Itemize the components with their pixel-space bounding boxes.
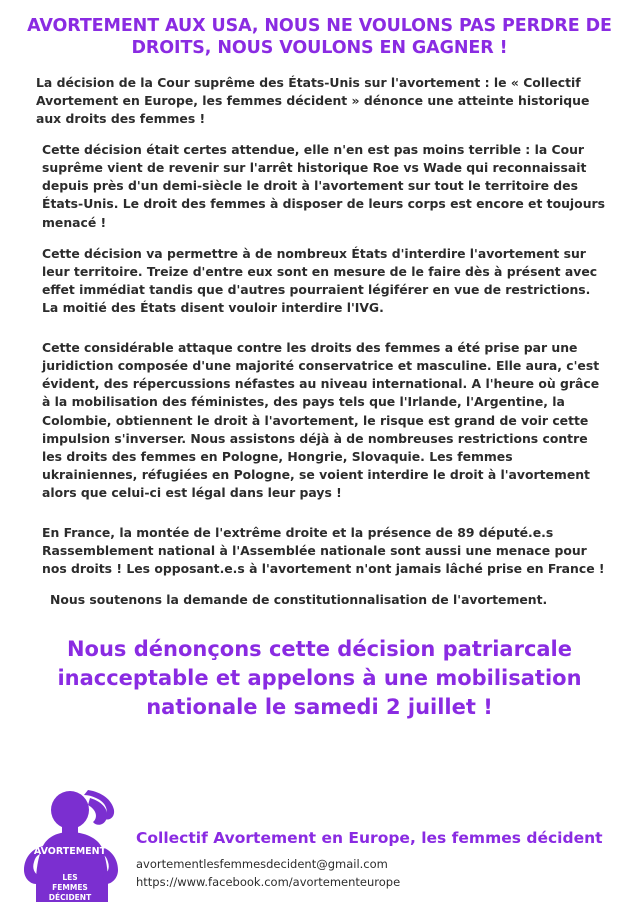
paragraph-3: Cette décision va permettre à de nombreux États d'interdire l'avortement sur leur territoire. Treize d'entre eux sont en mesure de le faire dès à présent avec effet immédiat tandis que d'autres pourraient légiférer en vue de restrictions. La moitié des États disent vouloir interdire l'IVG. — [42, 245, 598, 315]
logo-text-top: AVORTEMENT — [33, 846, 107, 857]
call-to-action: Nous dénonçons cette décision patriarcale inacceptable et appelons à une mobilisation nationale le samedi 2 juillet ! — [57, 637, 582, 720]
paragraph-1: La décision de la Cour suprême des États-Unis sur l'avortement : le « Collectif Avortement en Europe, les femmes décident » dénonce une atteinte historique aux droits des femmes ! — [36, 74, 590, 126]
paragraph-5: En France, la montée de l'extrême droite et la présence de 89 député.e.s Rassemblement national à l'Assemblée nationale sont aussi une menace pour nos droits ! Les opposant.e.s à l'avortement n'ont jamais lâché prise en France ! — [42, 525, 605, 577]
organization-name: Collectif Avortement en Europe, les femmes décident — [136, 829, 603, 848]
logo-text-bottom-2: FEMMES — [52, 883, 88, 892]
footer-contact-block — [136, 829, 631, 892]
paragraph-2: Cette décision était certes attendue, elle n'en est pas moins terrible : la Cour suprême vient de revenir sur l'arrêt historique Roe vs Wade qui reconnaissait depuis près d'un demi-siècle le droit à l'avortement sur tout le territoire des États-Unis. Le droit des femmes à disposer de leurs corps est encore et toujours menacé ! — [42, 142, 605, 230]
contact-email[interactable]: avortementlesfemmesdecident@gmail.com — [136, 857, 388, 872]
collective-logo — [18, 784, 126, 904]
footer — [0, 780, 639, 910]
logo-text-bottom-3: DÉCIDENT — [48, 893, 92, 902]
logo-text-bottom-1: LES — [62, 873, 78, 882]
paragraph-4: Cette considérable attaque contre les droits des femmes a été prise par une juridiction composée d'une majorité conservatrice et masculine. Elle aura, c'est évident, des répercussions néfastes au niveau international. A l'heure où grâce à la mobilisation des féministes, des pays tels que l'Irlande, l'Argentine, la Colombie, obtiennent le droit à l'avortement, le risque est grand de voir cette impulsion s'inverser. Nous assistons déjà à de nombreuses restrictions contre les droits des femmes en Pologne, Hongrie, Slovaquie. Les femmes ukrainiennes, réfugiées en Pologne, se voient interdire le droit à l'avortement alors que celui-ci est légal dans leur pays ! — [42, 340, 600, 500]
paragraph-6: Nous soutenons la demande de constitutionnalisation de l'avortement. — [50, 592, 548, 608]
page-title: AVORTEMENT AUX USA, NOUS NE VOULONS PAS PERDRE DE DROITS, NOUS VOULONS EN GAGNER ! — [27, 16, 612, 58]
contact-website[interactable]: https://www.facebook.com/avortementeurope — [136, 875, 401, 890]
